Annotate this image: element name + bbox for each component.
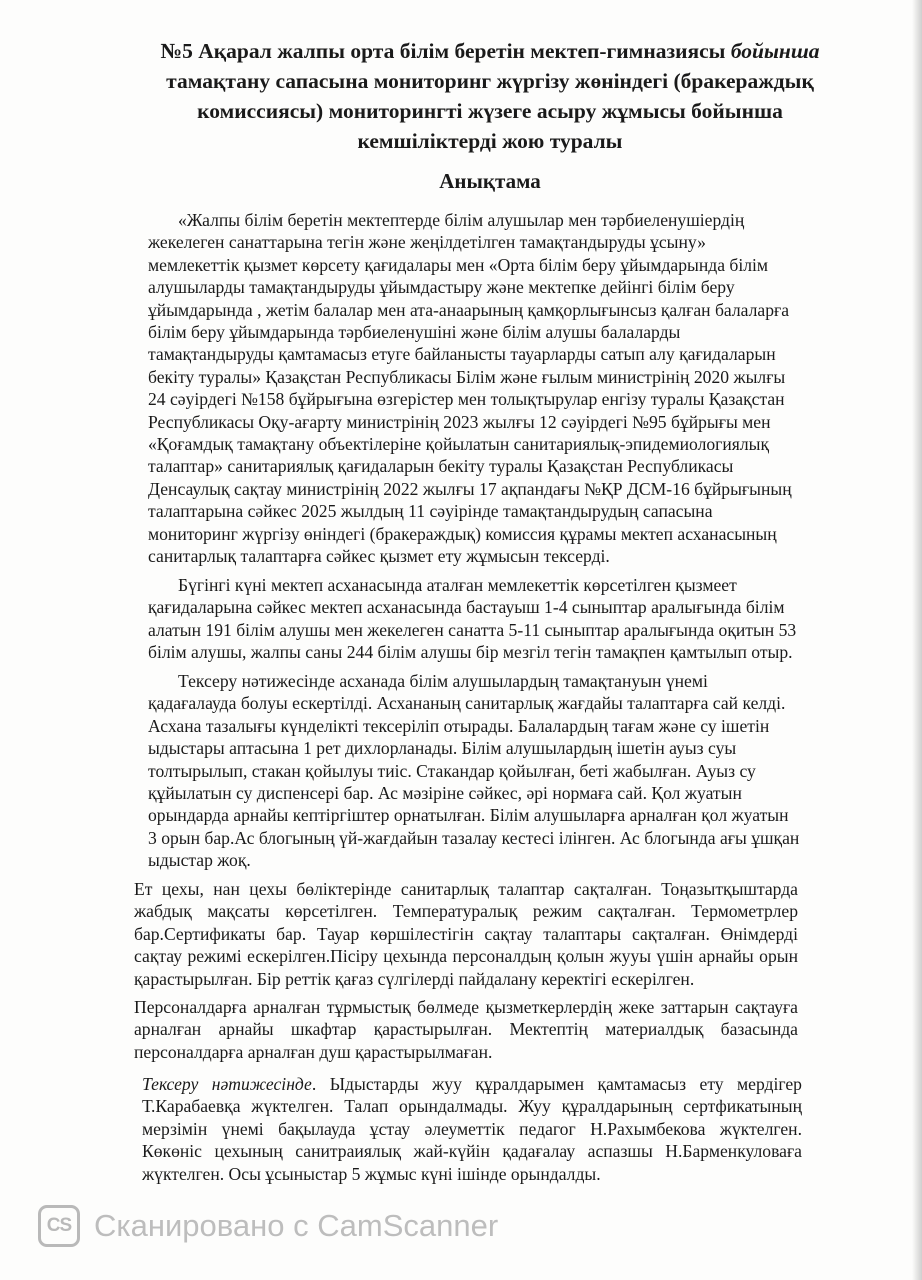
- text-line: бекіту туралы» Қазақстан Республикасы Білім және ғылым министрінің 2020 жылғы: [148, 366, 786, 387]
- text-line: алатын 191 білім алушы мен жекелеген санатта 5-11 сыныптар аралығында оқитын 53: [148, 619, 797, 640]
- text-line: Персоналдарға арналған тұрмыстық бөлмеде қызметкерлердің жеке заттарын сақтауға: [134, 997, 798, 1017]
- text-line: білім беру ұйымдарында тәрбиеленушіні және білім алушы балаларды: [148, 322, 681, 343]
- text-line: орындарда арнайы кептіргіштер орнатылған. Білім алушыларға арналған қол жуатын: [148, 805, 789, 826]
- camscanner-watermark: [38, 1203, 498, 1249]
- title-line-2: тамақтану сапасына мониторинг жүргізу жөніндегі (бракераждық: [166, 69, 814, 93]
- text-line: толтырылып, стакан қойылуы тиіс. Стакандар қойылған, беті жабылған. Ауыз су: [148, 760, 756, 781]
- text-line: сақтау режимі ескерілген.Пісіру цехында персоналдың қолын жууы үшін арнайы орын: [134, 946, 798, 967]
- text-line: мерзімін үнемі бақылауда ұстау әлеуметтік педагог Н.Рахымбекова жүктелген.: [142, 1118, 802, 1139]
- text-line: Республикасы Оқу-ағарту министрінің 2023 жылғы 12 сәуірдегі №95 бұйрығы мен: [148, 411, 771, 432]
- document-heading: Анықтама: [439, 169, 541, 193]
- text-line: алушыларды тамақтандыруды ұйымдастыру және мектепке дейінгі білім беру: [148, 277, 735, 298]
- text-line: Денсаулық сақтау министрінің 2022 жылғы 17 ақпандағы №ҚР ДСМ-16 бұйрығының: [148, 478, 792, 499]
- text-line: жабдық мақсаты көрсетілген. Температуралық режим сақталған. Термометрлер: [134, 901, 798, 922]
- text-line: Тексеру нәтижесінде асханада білім алушылардың тамақтануын үнемі: [178, 671, 708, 691]
- paragraph-conclusion: [142, 1073, 802, 1185]
- text-line: Бүгінгі күні мектеп асханасында аталған мемлекеттік көрсетілген қызмеет: [178, 575, 737, 595]
- paragraph-regulations: [148, 209, 808, 568]
- camscanner-logo: CS: [38, 1205, 80, 1247]
- paragraph-staff-rooms: [134, 996, 798, 1063]
- text-line: «Қоғамдық тамақтану объектілеріне қойылатын санитариялық-эпидемиологиялық: [148, 434, 770, 455]
- text-line: санитарлық талаптарға сәйкес қызмет ету жұмысын тексерді.: [148, 546, 610, 567]
- title-line-4: кемшіліктерді жою туралы: [357, 129, 623, 153]
- title-line-3: комиссиясы) мониторингті жүзеге асыру жұмысы бойынша: [197, 99, 783, 123]
- text-line: ыдыстар жоқ.: [148, 850, 251, 871]
- text-line: ыдыстары аптасына 1 рет дихлорланады. Білім алушылардың ішетін ауыз суы: [148, 738, 737, 759]
- paragraph-inspection-results: [148, 670, 808, 872]
- text-line: қағидаларына сәйкес мектеп асханасында бастауыш 1-4 сыныптар аралығында білім: [148, 597, 785, 618]
- text-line: Асхана тазалығы күнделікті тексеріліп отырады. Балалардың тағам және су ішетін: [148, 715, 770, 736]
- title-line-1: №5 Ақарал жалпы орта білім беретін мектеп-гимназиясы бойынша: [160, 39, 820, 63]
- text-line: талаптар» санитариялық қағидаларын бекіту туралы Қазақстан Республикасы: [148, 456, 734, 477]
- document-title: [110, 36, 870, 156]
- text-line: «Жалпы білім беретін мектептерде білім алушылар мен тәрбиеленушіердің: [178, 210, 745, 230]
- page-edge-shadow: [912, 0, 922, 1280]
- text-line: Көкөніс цехының санитраиялық жай-күйін қадағалау аспазшы Н.Барменкуловаға: [142, 1141, 802, 1162]
- text-line: 3 орын бар.Ас блогының үй-жағдайын тазалау кестесі ілінген. Ас блогында ағы ұшқан: [148, 827, 800, 848]
- text-line: [142, 1073, 802, 1095]
- text-line: ұйымдарында , жетім балалар мен ата-анаарының қамқорлығынсыз қалған балаларға: [148, 299, 790, 320]
- text-line: қарастырылған. Бір реттік қағаз сүлгілерді пайдалану керектігі ескерілген.: [134, 968, 695, 989]
- italic-lead: Тексеру нәтижесінде: [142, 1074, 312, 1094]
- text-run: . Ыдыстарды жуу құралдарымен қамтамасыз ету мердігер: [311, 1074, 802, 1094]
- text-line: мониторинг жүргізу өніндегі (бракераждық) комиссия құрамы мектеп асханасының: [148, 523, 777, 544]
- text-line: жүктелген. Осы ұсыныстар 5 жұмыс күні ішінде орындалды.: [142, 1163, 601, 1184]
- text-line: талаптарына сәйкес 2025 жылдың 11 сәуірінде тамақтандырудың сапасына: [148, 501, 713, 522]
- text-line: жекелеген санаттарына тегін және жеңілдетілген тамақтандыруды ұсыну»: [148, 232, 706, 253]
- text-line: тамақтандыруды қамтамасыз етуге байланысты тауарларды сатып алу қағидаларын: [148, 344, 776, 365]
- paragraph-workshops: [134, 878, 798, 990]
- text-line: бар.Сертификаты бар. Тауар көршілестігін сақтау талаптары сақталған. Өнімдерді: [134, 923, 798, 944]
- text-line: арналған арнайы шкафтар қарастырылған. Мектептің материалдық базасында: [134, 1019, 798, 1040]
- text-line: қадағалауда болуы ескертілді. Асхананың санитарлық жағдайы талаптарға сай келді.: [148, 693, 786, 714]
- text-line: Ет цехы, нан цехы бөліктерінде санитарлық талаптар сақталған. Тоңазытқыштарда: [134, 879, 798, 899]
- text-line: Т.Карабаевқа жүктелген. Талап орындалмады. Жуу құралдарының сертфикатының: [142, 1096, 802, 1117]
- camscanner-text: Сканировано с CamScanner: [94, 1208, 499, 1243]
- paragraph-students-count: [148, 574, 808, 664]
- text-line: білім алушы, жалпы саны 244 білім алушы бір мезгіл тегін тамақпен қамтылып отыр.: [148, 642, 793, 663]
- text-line: мемлекеттік қызмет көрсету қағидалары мен «Орта білім беру ұйымдарында білім: [148, 254, 769, 275]
- text-line: персоналдарға арналған душ қарастырылмаған.: [134, 1041, 493, 1062]
- text-line: құйылатын су диспенсері бар. Ас мәзіріне сәйкес, әрі нормаға сай. Қол жуатын: [148, 783, 742, 804]
- text-line: 24 сәуірдегі №158 бұйрығына өзгерістер мен толықтырулар енгізу туралы Қазақстан: [148, 389, 785, 410]
